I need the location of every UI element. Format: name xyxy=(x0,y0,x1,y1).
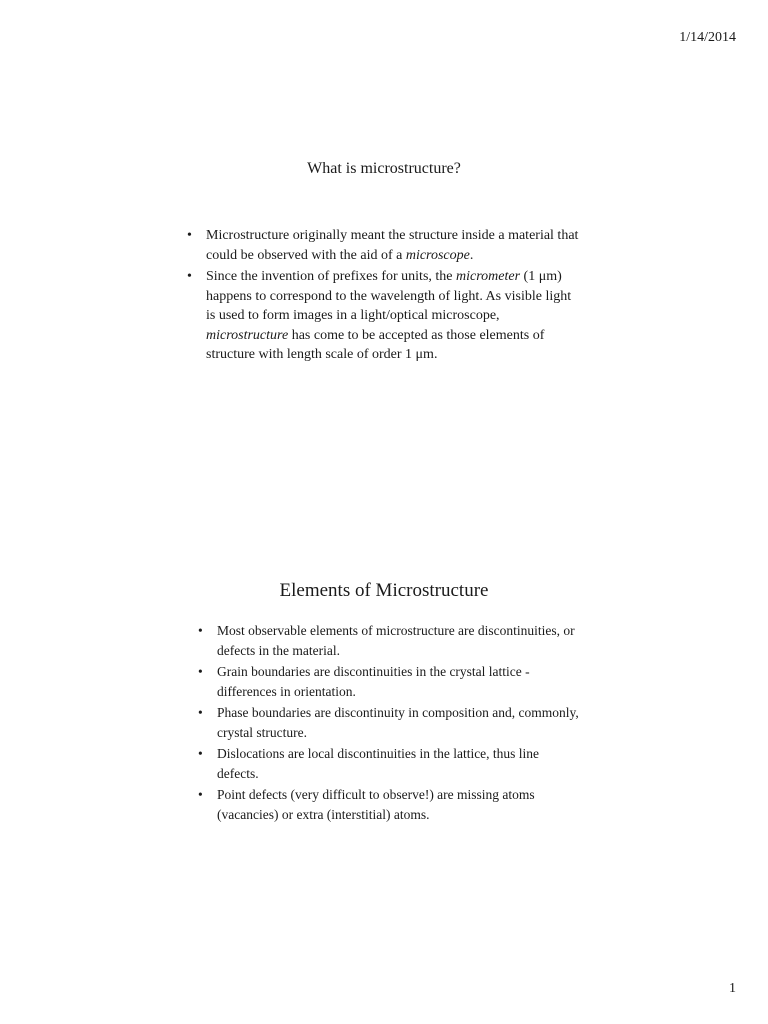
bullet-dot: • xyxy=(198,787,203,802)
bullet-dot: • xyxy=(187,228,192,243)
bullet-text: Point defects (very difficult to observe!) are missing atoms (vacancies) or extra (interstitial) atoms. xyxy=(217,787,535,822)
bullet-text: (1 μm) happens to correspond to the wavelength of light. As visible light is used to form images in a light/optical microscope, xyxy=(206,269,572,323)
bullet-item xyxy=(198,621,583,660)
bullet-list xyxy=(187,226,582,367)
bullet-text-italic: microscope xyxy=(405,247,470,263)
bullet-dot: • xyxy=(198,664,203,679)
slide-title: Elements of Microstructure xyxy=(279,580,489,601)
bullet-item xyxy=(198,744,583,783)
bullet-text: has come to be accepted as those elements of structure with length scale of order 1 μm. xyxy=(206,327,545,362)
slide-elements-of-microstructure xyxy=(0,580,768,822)
page-date: 1/14/2014 xyxy=(679,30,736,45)
bullet-dot: • xyxy=(187,269,192,284)
bullet-dot: • xyxy=(198,705,203,720)
bullet-text: Since the invention of prefixes for units, the xyxy=(206,269,456,284)
bullet-item xyxy=(198,785,583,824)
bullet-dot: • xyxy=(198,623,203,638)
page-number: 1 xyxy=(729,981,736,996)
bullet-dot: • xyxy=(198,746,203,761)
bullet-text: Grain boundaries are discontinuities in the crystal lattice - differences in orientation. xyxy=(217,664,530,699)
bullet-text: Phase boundaries are discontinuity in composition and, commonly, crystal structure. xyxy=(217,705,579,740)
slide-what-is-microstructure xyxy=(0,160,768,362)
bullet-text-italic: microstructure xyxy=(206,327,289,343)
bullet-text-italic: micrometer xyxy=(456,269,521,284)
bullet-text: Most observable elements of microstructure are discontinuities, or defects in the material. xyxy=(217,623,575,658)
bullet-item xyxy=(198,703,583,742)
bullet-text: Dislocations are local discontinuities in the lattice, thus line defects. xyxy=(217,746,540,781)
bullet-item xyxy=(187,226,582,265)
bullet-item xyxy=(187,267,582,365)
bullet-item xyxy=(198,662,583,701)
bullet-list xyxy=(198,621,583,826)
bullet-text: Microstructure originally meant the structure inside a material that could be observed with the aid of a xyxy=(206,228,579,263)
bullet-text: . xyxy=(469,247,474,263)
slide-title: What is microstructure? xyxy=(307,160,461,177)
